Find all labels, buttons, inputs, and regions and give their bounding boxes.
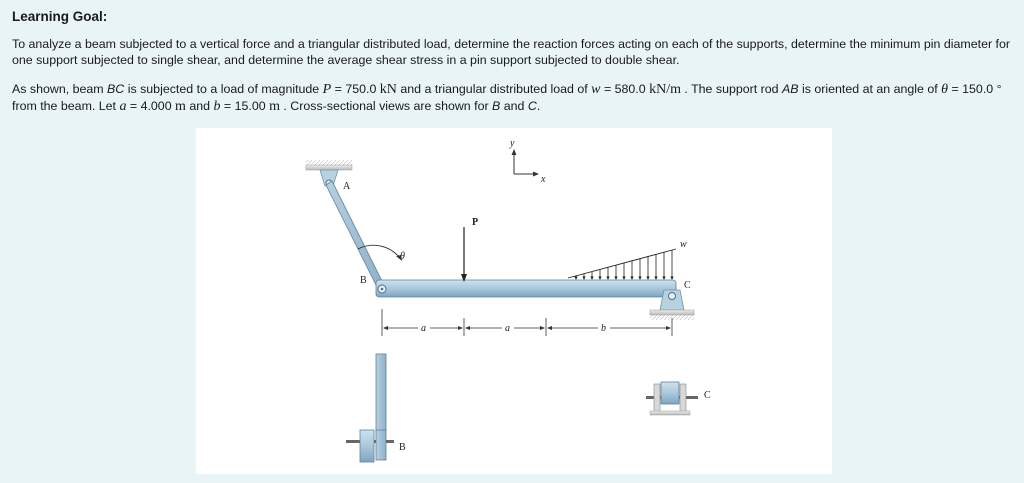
- text-run: is oriented at an angle of: [798, 82, 942, 96]
- cross-section-c: [646, 382, 711, 415]
- load-w-label: w: [680, 239, 687, 250]
- unit-kn-per-m: kN/m: [649, 82, 681, 97]
- support-rod-ab: [326, 181, 385, 291]
- rod-ab-ref: AB: [782, 82, 799, 96]
- text-run: . Cross-sectional views are shown for: [279, 99, 493, 113]
- dim-a-symbol: a: [119, 99, 127, 114]
- theta-symbol: θ: [941, 82, 949, 97]
- axis-y-label: y: [510, 138, 515, 149]
- load-p-label: P: [472, 217, 479, 228]
- beam-diagram: [196, 128, 832, 474]
- axis-x-label: x: [541, 174, 546, 185]
- load-w-value: = 580.0: [600, 82, 650, 96]
- text-run: and: [185, 99, 214, 113]
- learning-goal-heading: Learning Goal:: [12, 9, 108, 24]
- beam-bc-ref: BC: [107, 82, 125, 96]
- problem-statement: [12, 81, 1012, 115]
- text-run: .: [536, 99, 541, 113]
- dim-b-label: b: [601, 323, 606, 334]
- theta-value: = 150.0 ° from the beam. Let: [12, 82, 1002, 113]
- text-run: and: [500, 99, 528, 113]
- unit-m: m: [269, 99, 280, 114]
- text-run: and a triangular distributed load of: [396, 82, 592, 96]
- dim-a1-label: a: [421, 323, 426, 334]
- load-p-arrow: [461, 217, 478, 282]
- load-w-symbol: w: [591, 82, 601, 97]
- section-c-label: C: [704, 390, 711, 401]
- text-run: is subjected to a load of magnitude: [124, 82, 323, 96]
- dim-b-value: = 15.00: [220, 99, 270, 113]
- cross-section-b: [346, 354, 406, 462]
- label-b: B: [360, 275, 367, 286]
- coordinate-axes: [509, 138, 546, 185]
- dim-b-symbol: b: [213, 99, 221, 114]
- unit-m: m: [175, 99, 186, 114]
- label-c: C: [684, 280, 691, 291]
- dim-a2-label: a: [505, 323, 510, 334]
- beam-bc: [376, 280, 676, 297]
- text-run: As shown, beam: [12, 82, 108, 96]
- distributed-load: [568, 239, 687, 280]
- unit-kn: kN: [379, 82, 397, 97]
- text-run: . The support rod: [680, 82, 783, 96]
- beam-figure: [196, 128, 832, 474]
- load-p-symbol: P: [322, 82, 332, 97]
- section-b-label: B: [399, 442, 406, 453]
- learning-goal-text: To analyze a beam subjected to a vertical force and a triangular distributed load, determine the reaction forces acting on each of the supports, determine the minimum pin diameter for one support subjected to single shear, and determine the average shear stress in a pin support subjected to double shear.: [12, 37, 1010, 67]
- section-b-ref: B: [492, 99, 501, 113]
- section-c-ref: C: [527, 99, 537, 113]
- label-a: A: [343, 181, 351, 192]
- theta-label: θ: [400, 251, 405, 262]
- dim-a-value: = 4.000: [126, 99, 176, 113]
- load-p-value: = 750.0: [331, 82, 380, 96]
